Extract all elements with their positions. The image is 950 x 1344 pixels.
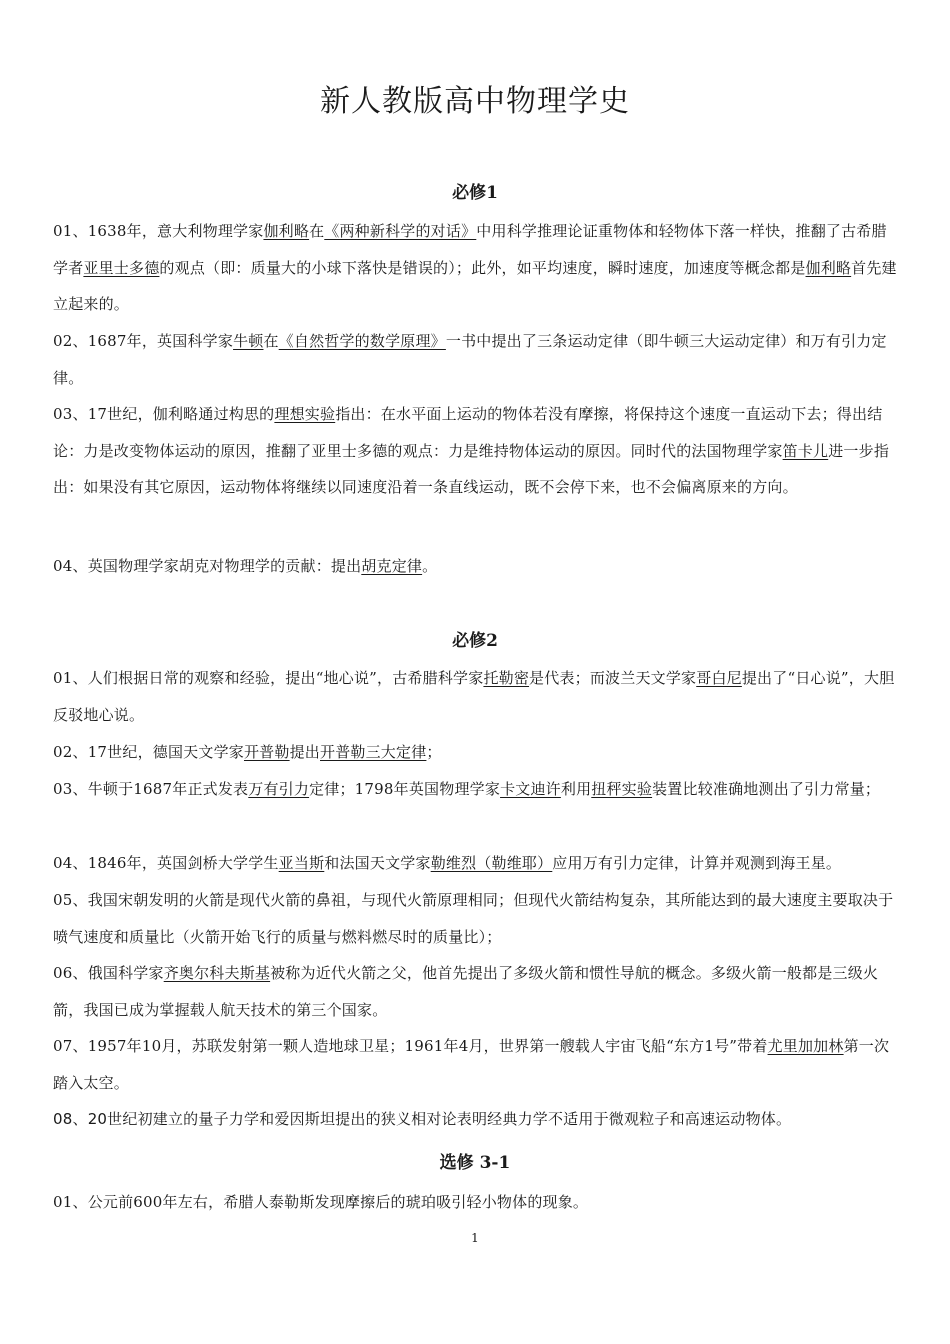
text-run: 英国物理学家胡克对物理学的贡献：提出 — [87, 557, 362, 575]
text-run: 在 — [309, 222, 325, 240]
paragraph — [53, 955, 898, 1028]
text-run: 应用万有引力定律，计算并观测到海王星。 — [552, 854, 842, 872]
text-run: 的观点（即：质量大的小球下落快是错误的）；此外，如平均速度，瞬时速度，加速度等概念都是 — [159, 258, 806, 277]
item-number: 06、 — [53, 964, 88, 982]
underlined-term: 勒维烈（勒维耶） — [430, 854, 553, 872]
document-title: 新人教版高中物理学史 — [320, 84, 630, 119]
underlined-term: 《两种新科学的对话》 — [324, 222, 477, 240]
text-run: 公元前600年左右，希腊人泰勒斯发现摩擦后的琥珀吸引轻小物体的现象。 — [87, 1193, 589, 1211]
underlined-term: 万有引力 — [248, 780, 310, 798]
text-run: 第一次踏入太空。 — [53, 1037, 890, 1092]
text-run: 1957年10月，苏联发射第一颗人造地球卫星；1961年4月，世界第一艘载人宇宙飞船“东方1号”带着 — [87, 1037, 768, 1055]
item-number: 08、 — [53, 1110, 88, 1128]
page-number: 1 — [471, 1231, 479, 1245]
text-run: 在 — [263, 332, 279, 350]
text-run: 定律；1798年英国物理学家 — [309, 780, 501, 798]
section-heading-xuanxiu31: 选修 3-1 — [439, 1153, 511, 1173]
item-number: 04、 — [53, 557, 88, 575]
text-run: 牛顿于1687年正式发表 — [87, 780, 249, 798]
item-number: 05、 — [53, 891, 88, 909]
underlined-term: 理想实验 — [274, 405, 336, 423]
text-run: 1638年，意大利物理学家 — [87, 222, 264, 240]
text-run: 利用 — [560, 780, 592, 798]
paragraph — [53, 882, 898, 955]
item-number: 02、 — [53, 332, 88, 350]
underlined-term: 扭秤实验 — [591, 780, 653, 798]
underlined-term: 开普勒三大定律 — [320, 743, 427, 761]
paragraph — [53, 1101, 898, 1138]
item-number: 07、 — [53, 1037, 88, 1055]
text-run: 俄国科学家 — [87, 964, 164, 982]
text-run: 中用科学推理论证重物体和轻物体下落一样快，推翻了古希腊学者 — [53, 222, 887, 277]
paragraph — [53, 396, 898, 506]
item-number: 02、 — [53, 743, 88, 761]
underlined-term: 齐奥尔科夫斯基 — [163, 964, 271, 982]
text-run: 人们根据日常的观察和经验，提出“地心说”，古希腊科学家 — [87, 669, 484, 687]
text-run: 装置比较准确地测出了引力常量； — [652, 780, 881, 798]
text-run: 是代表；而波兰天文学家 — [529, 669, 697, 687]
text-run: 17世纪，德国天文学家 — [87, 743, 244, 761]
underlined-term: 卡文迪许 — [500, 780, 561, 798]
text-run: 我国宋朝发明的火箭是现代火箭的鼻祖，与现代火箭原理相同；但现代火箭结构复杂，其所能达到的最大速度主要取决于喷气速度和质量比（火箭开始飞行的质量与燃料燃尽时的质量比）； — [53, 891, 894, 946]
underlined-term: 牛顿 — [233, 332, 264, 350]
text-run: 。 — [422, 557, 438, 575]
text-run: 和法国天文学家 — [324, 854, 431, 872]
text-run: 提出了“日心说”，大胆反驳地心说。 — [53, 669, 895, 724]
underlined-term: 笛卡儿 — [782, 441, 829, 460]
paragraph — [53, 660, 898, 733]
underlined-term: 《自然哲学的数学原理》 — [278, 332, 446, 350]
underlined-term: 开普勒 — [243, 743, 290, 761]
text-run: 进一步指出：如果没有其它原因，运动物体将继续以同速度沿着一条直线运动，既不会停下来，也不会偏离原来的方向。 — [53, 441, 890, 496]
text-run: 被称为近代火箭之父，他首先提出了多级火箭和惯性导航的概念。多级火箭一般都是三级火箭，我国已成为掌握载人航天技术的第三个国家。 — [53, 964, 879, 1019]
paragraph — [53, 771, 898, 808]
item-number: 03、 — [53, 405, 88, 423]
paragraph — [53, 213, 898, 323]
item-number: 01、 — [53, 669, 88, 687]
text-run: 一书中提出了三条运动定律（即牛顿三大运动定律）和万有引力定律。 — [53, 332, 887, 387]
text-run: 1687年，英国科学家 — [87, 332, 234, 350]
text-run: 17世纪，伽利略通过构思的 — [87, 405, 275, 423]
paragraph — [53, 845, 898, 882]
item-number: 01、 — [53, 222, 88, 240]
item-number: 03、 — [53, 780, 88, 798]
paragraph — [53, 734, 898, 771]
underlined-term: 亚里士多德 — [83, 258, 160, 277]
paragraph — [53, 1028, 898, 1101]
text-run: 指出：在水平面上运动的物体若没有摩擦，将保持这个速度一直运动下去；得出结论：力是改变物体运动的原因，推翻了亚里士多德的观点：力是维持物体运动的原因。同时代的法国物理学家 — [53, 405, 883, 460]
underlined-term: 胡克定律 — [361, 557, 423, 575]
section-heading-bixiu1: 必修1 — [452, 183, 498, 203]
underlined-term: 尤里加加林 — [767, 1037, 844, 1055]
paragraph — [53, 548, 898, 585]
paragraph — [53, 1184, 898, 1221]
text-run: 提出 — [289, 743, 320, 761]
underlined-term: 伽利略 — [263, 222, 310, 240]
item-number: 04、 — [53, 854, 88, 872]
underlined-term: 托勒密 — [483, 669, 530, 687]
section-heading-bixiu2: 必修2 — [452, 631, 498, 651]
underlined-term: 伽利略 — [805, 258, 852, 277]
text-run: ； — [426, 743, 442, 761]
text-run: 首先建立起来的。 — [53, 258, 897, 313]
underlined-term: 哥白尼 — [696, 669, 742, 687]
text-run: 20世纪初建立的量子力学和爱因斯坦提出的狭义相对论表明经典力学不适用于微观粒子和高速运动物体。 — [87, 1110, 792, 1128]
paragraph — [53, 323, 898, 396]
text-run: 1846年，英国剑桥大学学生 — [87, 854, 279, 872]
item-number: 01、 — [53, 1193, 88, 1211]
underlined-term: 亚当斯 — [278, 854, 325, 872]
